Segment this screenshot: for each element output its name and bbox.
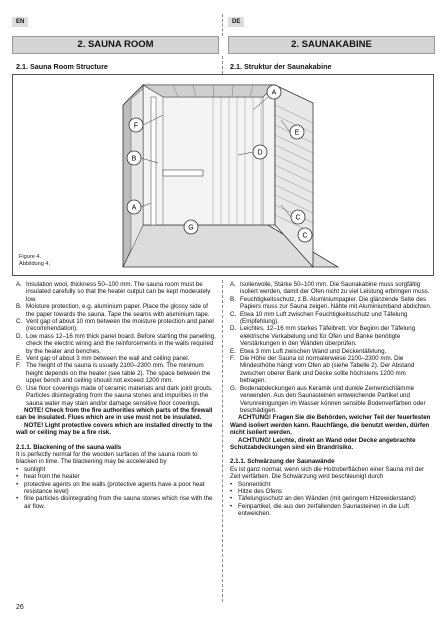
list-item: E. Etwa 3 mm Luft zwischen Wand und Deckentäfelung.: [230, 347, 387, 355]
subsection-title: 2.1.1. Blackening of the sauna walls: [16, 443, 122, 451]
subsection-title: 2.1.1. Schwärzung der Saunawände: [230, 458, 335, 466]
section-title-en: 2.1. Sauna Room Structure: [16, 62, 108, 71]
list-item: B. Feuchtigkeitsschutz, z.B. Aluminiumpapier. Die glänzende Seite des Papiers muss zur Sauna zeigen. Nähte mit Aluminiumband abdichten.: [230, 295, 432, 311]
svg-text:E: E: [294, 129, 300, 137]
list-item: A. Isolierwolle, Stärke 50–100 mm. Die Saunakabine muss sorgfältig isoliert werden, damit der Ofen nicht zu viel Leistung erbringen muss.: [230, 281, 430, 296]
list-item: B. Moisture protection, e.g. aluminium paper. Place the glossy side of the paper towards the sauna. Tape the seams with aluminium tape.: [16, 303, 210, 318]
cover-note: ACHTUNG! Leichte, direkt an Wand oder Decke angebrachte Schutzabdeckungen sind ein Brandrisiko.: [230, 436, 416, 451]
svg-text:A: A: [131, 204, 137, 212]
cover-note: NOTE! Light protective covers which are installed directly to the wall or ceiling may be a fire risk.: [16, 421, 213, 437]
figure-caption-en: Figure 4.: [19, 254, 42, 260]
list-item: D. Leichtes, 12–16 mm starkes Täfelbrett. Vor Beginn der Täfelung elektrische Verkabelung und für Ofen und Bänke benötigte Verstärkungen in den Wänden überprüfen.: [230, 325, 416, 348]
svg-text:A: A: [271, 89, 277, 97]
bullet-item: • protective agents on the walls (protective agents have a poor heat resistance level): [16, 480, 205, 495]
svg-text:D: D: [257, 149, 263, 157]
list-item: G. Use floor coverings made of ceramic materials and dark joint grouts. Particles disintegrating from the sauna stones and impurities in the sauna water may stain and/or damage sensitive floor coverings.: [16, 384, 213, 407]
german-column: [230, 281, 432, 518]
language-tag-de: DE: [228, 17, 244, 27]
bullet-item: • sunlight: [16, 465, 46, 473]
svg-text:G: G: [188, 224, 194, 232]
section-title-de: 2.1. Struktur der Saunakabine: [230, 62, 332, 71]
list-item: C. Etwa 10 mm Luft zwischen Feuchtigkeitsschutz und Täfelung (Empfehlung).: [230, 310, 408, 326]
column-divider-mid: [222, 56, 223, 74]
bullet-item: • Sonnenlicht: [230, 480, 271, 488]
english-column: [16, 281, 216, 510]
column-divider-bottom: [222, 280, 223, 602]
fire-note: NOTE! Check from the fire authorities which parts of the firewall can be insulated. Flues which are in use must not be insulated.: [16, 406, 213, 422]
list-item: D. Low mass 12–16 mm thick panel board. Before starting the panelling, check the electric wiring and the reinforcements in the walls required by the heater and benches.: [16, 332, 216, 355]
bullet-item: • Feinpartikel, die aus den zerfallenden Saunasteinen in die Luft entweichen.: [230, 502, 409, 518]
svg-text:C: C: [295, 214, 301, 222]
bullet-item: • Täfelungsschutz an den Wänden (mit geringem Hitzewiderstand): [230, 495, 416, 503]
subsection-text: It is perfectly normal for the wooden surfaces of the sauna room to blacken in time. The blackening may be accelerated by: [16, 450, 198, 466]
sauna-structure-illustration: [13, 75, 433, 275]
list-item: E. Vent gap of about 3 mm between the wall and ceiling panel.: [16, 355, 190, 363]
bullet-item: • Hitze des Ofens: [230, 487, 283, 495]
list-item: A. Insulation wool, thickness 50–100 mm. The sauna room must be insulated carefully so that the heater output can be kept moderately low.: [16, 281, 211, 303]
list-item: F. Die Höhe der Sauna ist normalerweise 2100–2300 mm. Die Mindesthöhe hängt vom Ofen ab (siehe Tabelle 2). Der Abstand zwischen oberer Bank und Decke sollte höchstens 1200 mm betragen.: [230, 355, 415, 385]
svg-text:F: F: [133, 122, 139, 130]
bullet-item: • heat from the heater: [16, 473, 80, 481]
column-divider-top: [222, 14, 223, 36]
svg-text:B: B: [131, 155, 137, 163]
list-item: C. Vent gap of about 10 mm between the moisture protection and panel (recommendation).: [16, 318, 214, 333]
figure-caption-de: Abbildung 4.: [19, 261, 51, 267]
callout-label: C: [302, 232, 308, 240]
language-tag-en: EN: [12, 17, 28, 27]
chapter-title-de: 2. SAUNAKABINE: [228, 36, 435, 54]
figure-frame: [12, 74, 434, 276]
chapter-title-en: 2. SAUNA ROOM: [12, 36, 219, 54]
list-item: F. The height of the sauna is usually 2100–2300 mm. The minimum height depends on the heater (see table 2). The space between the upper bench and ceiling should not exceed 1200 mm.: [16, 362, 211, 385]
page-number: 26: [16, 604, 24, 611]
list-item: G. Bodenabdeckungen aus Keramik und dunkle Zementschlämme verwenden. Aus den Saunasteinen entweichende Partikel und Verunreinigungen im Wasser können sensible Bodenverfärben oder beschädigen.: [230, 384, 426, 414]
fire-note: ACHTUNG! Fragen Sie die Behörden, welcher Teil der feuerfesten Wand isoliert werden kann. Rauchfänge, die benutzt werden, dürfen nicht isoliert werden.: [230, 414, 431, 437]
bullet-item: • fine particles disintegrating from the sauna stones which rise with the air flow.: [16, 495, 213, 510]
subsection-text: Es ist ganz normal, wenn sich die Holzoberflächen einer Sauna mit der Zeit verfärben. Die Schwärzung wird beschleunigt durch: [230, 465, 424, 481]
